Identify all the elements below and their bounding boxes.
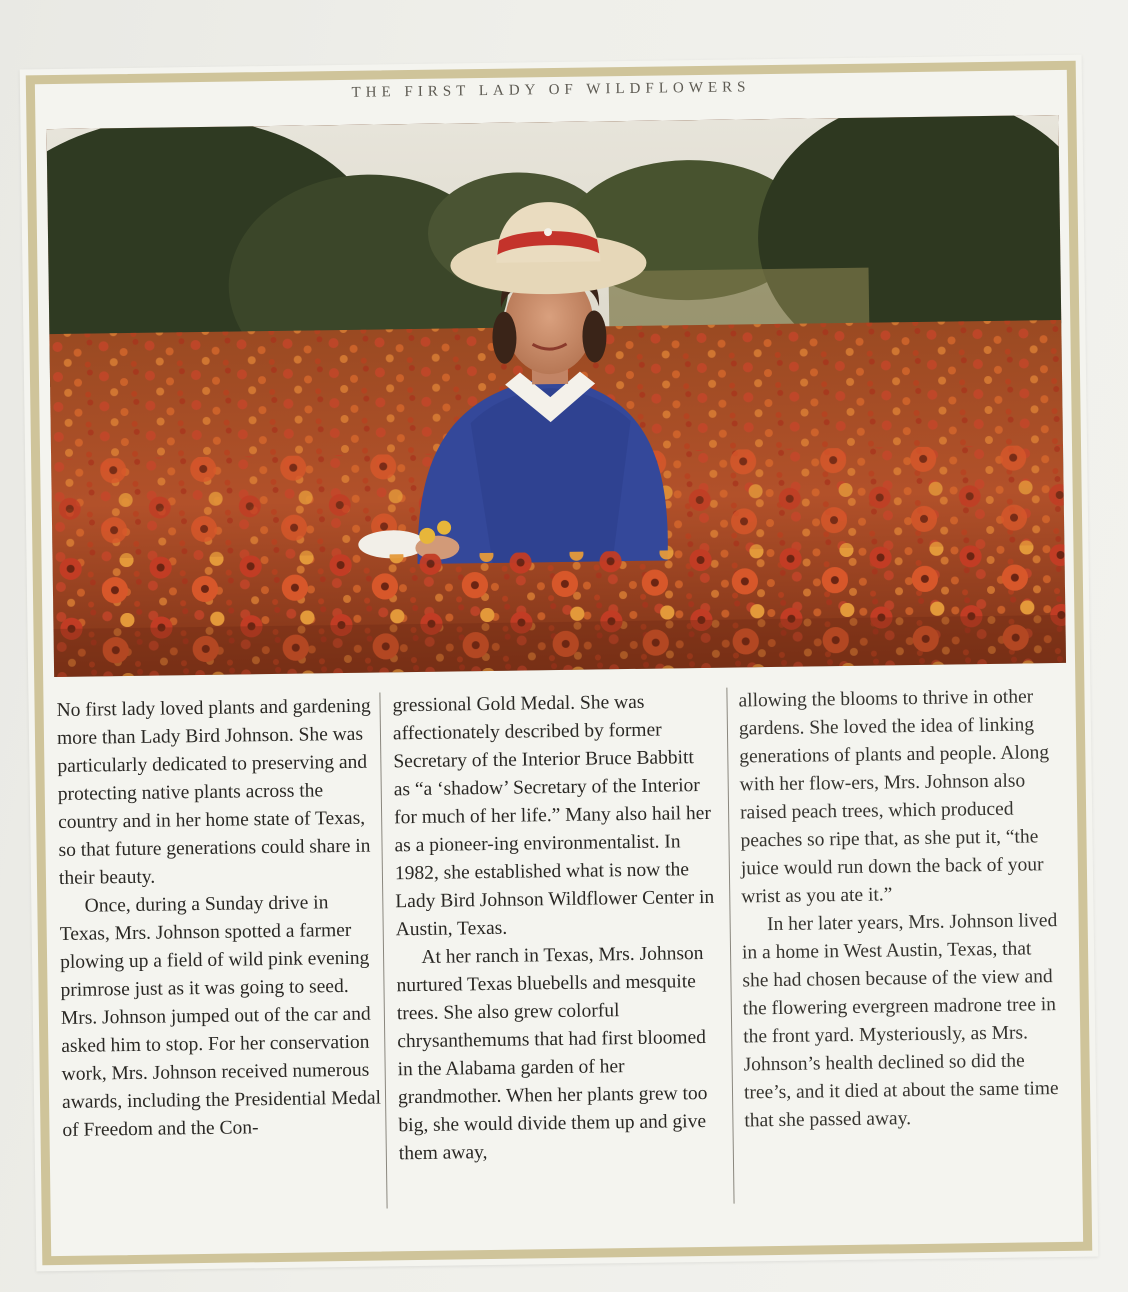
paragraph: In her later years, Mrs. Johnson lived in a home in West Austin, Texas, that she had chosen because of the view and the flowering evergreen madrone tree in the front yard. Mysteriously, as Mrs. Johnson’s health declined so did the tree’s, and it died at about the same time that she passed away. (741, 910, 1059, 1132)
woman-in-wildflower-field-illustration (46, 115, 1066, 677)
body-text (54, 683, 1073, 1217)
photo (46, 115, 1066, 677)
text-column-2 (392, 688, 719, 1168)
column-divider (726, 688, 734, 1204)
text-column-3 (738, 683, 1064, 1135)
text-column-1 (56, 693, 382, 1145)
paragraph: No first lady loved plants and gardening more than Lady Bird Johnson. She was particularly dedicated to preserving and protecting native plants across the country and in her home state of Texas, so that future generations could share in their beauty. (56, 695, 371, 890)
paragraph: allowing the blooms to thrive in other gardens. She loved the idea of linking generations of plants and people. Along with her flow-ers, Mrs. Johnson also raised peach trees, which produced peaches so ripe that, as she put it, “the juice would run down the back of your wrist as you ate it.” (738, 686, 1050, 908)
paragraph: gressional Gold Medal. She was affectionately described by former Secretary of the Interior Bruce Babbitt as “a ‘shadow’ Secretary of the Interior for much of her life.” Many also hail her as a pioneer-ing environmentalist. In 1982, she established what is now the Lady Bird Johnson Wildflower Center in Austin, Texas. (392, 691, 715, 941)
book-page (20, 55, 1099, 1272)
paragraph: At her ranch in Texas, Mrs. Johnson nurtured Texas bluebells and mesquite trees. She also grew colorful chrysanthemums that had first bloomed in the Alabama garden of her grandmother. When her plants grew too big, she would divide them up and give them away, (396, 943, 708, 1165)
running-head: THE FIRST LADY OF WILDFLOWERS (351, 79, 751, 101)
paragraph: Once, during a Sunday drive in Texas, Mrs. Johnson spotted a farmer plowing up a field of wild pink evening primrose just as it was going to seed. Mrs. Johnson jumped out of the car and asked him to stop. For her conservation work, Mrs. Johnson received numerous awards, including the Presidential Medal of Freedom and the Con- (59, 892, 382, 1141)
